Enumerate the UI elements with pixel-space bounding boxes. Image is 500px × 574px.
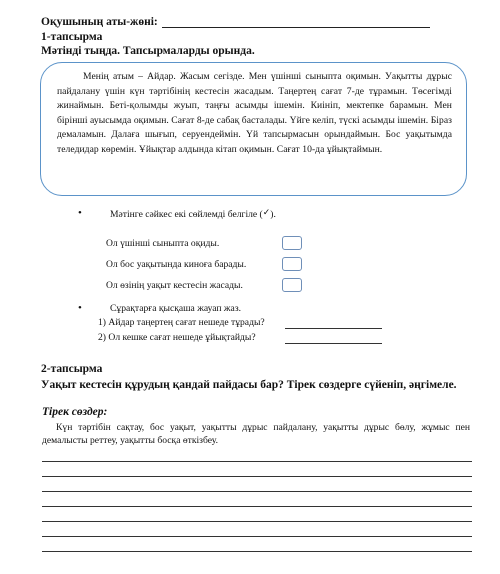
reading-text: Менің атым – Айдар. Жасым сегізде. Мен үшінші сыныпта оқимын. Уақытты дұрыс пайдалану үшін күн тәртібінің кестесін жасадым. Таңертең сағат 7-де тұрамын. Төсегімді жинаймын. Беті-қолымды жуып, таңғы асымды ішемін. Киініп, мектепке барамын. Мен бірінші ауысымда оқимын. Сағат 8-де сабақ басталады. Үйге келіп, түскі асымды ішемін. Біраз демаламын. Далаға шығып, серуендеймін. Үй тапсырмасын орындаймын. Бос уақытымда теледидар көремін. Ұйықтар алдында кітап оқимын. Сағат 10-да ұйықтаймын. xyxy=(57,71,452,155)
option-3-text: Ол өзінің уақыт кестесін жасады. xyxy=(106,280,243,291)
task2-title: 2-тапсырма xyxy=(41,363,103,375)
exercise2-bullet: • xyxy=(78,302,82,314)
task2-question: Уақыт кестесін құрудың қандай пайдасы бар? Тірек сөздерге сүйеніп, әңгімеле. xyxy=(41,379,457,391)
answer-line[interactable] xyxy=(42,491,472,492)
answer-line[interactable] xyxy=(42,536,472,537)
option-1-text: Ол үшінші сыныпта оқиды. xyxy=(106,238,220,249)
option-2-text: Ол бос уақытында киноға барады. xyxy=(106,259,247,270)
option-2-checkbox[interactable] xyxy=(282,257,302,271)
support-words-text: Күн тәртібін сақтау, бос уақыт, уақытты дұрыс пайдалану, уақытты дұрыс бөлу, жұмыс пен демалысты реттеу, уақытты босқа өткізбеу. xyxy=(42,422,470,446)
answer-line[interactable] xyxy=(42,521,472,522)
exercise1-instruction-text: Мәтінге сәйкес екі сөйлемді белгіле ( xyxy=(110,209,263,220)
checkmark-icon: ✓ xyxy=(262,207,271,217)
option-1-checkbox[interactable] xyxy=(282,236,302,250)
reading-text-box xyxy=(40,62,467,196)
student-name-label: Оқушының аты-жөні: xyxy=(41,16,158,28)
task1-title: 1-тапсырма xyxy=(41,31,103,43)
exercise1-instruction-end: ). xyxy=(270,209,276,220)
question-2-answer-line[interactable] xyxy=(285,343,382,344)
task1-instruction: Мәтінді тыңда. Тапсырмаларды орында. xyxy=(41,45,255,57)
answer-line[interactable] xyxy=(42,461,472,462)
question-1-answer-line[interactable] xyxy=(285,328,382,329)
answer-line[interactable] xyxy=(42,551,472,552)
question-2-text: 2) Ол кешке сағат нешеде ұйықтайды? xyxy=(98,332,256,343)
question-1-text: 1) Айдар таңертең сағат нешеде тұрады? xyxy=(98,317,265,328)
support-words-heading: Тірек сөздер: xyxy=(42,406,108,418)
answer-line[interactable] xyxy=(42,506,472,507)
exercise1-bullet: • xyxy=(78,207,82,219)
option-3-checkbox[interactable] xyxy=(282,278,302,292)
answer-line[interactable] xyxy=(42,476,472,477)
exercise1-instruction xyxy=(110,207,276,220)
student-name-field[interactable] xyxy=(162,27,430,28)
exercise2-instruction: Сұрақтарға қысқаша жауап жаз. xyxy=(110,303,242,314)
